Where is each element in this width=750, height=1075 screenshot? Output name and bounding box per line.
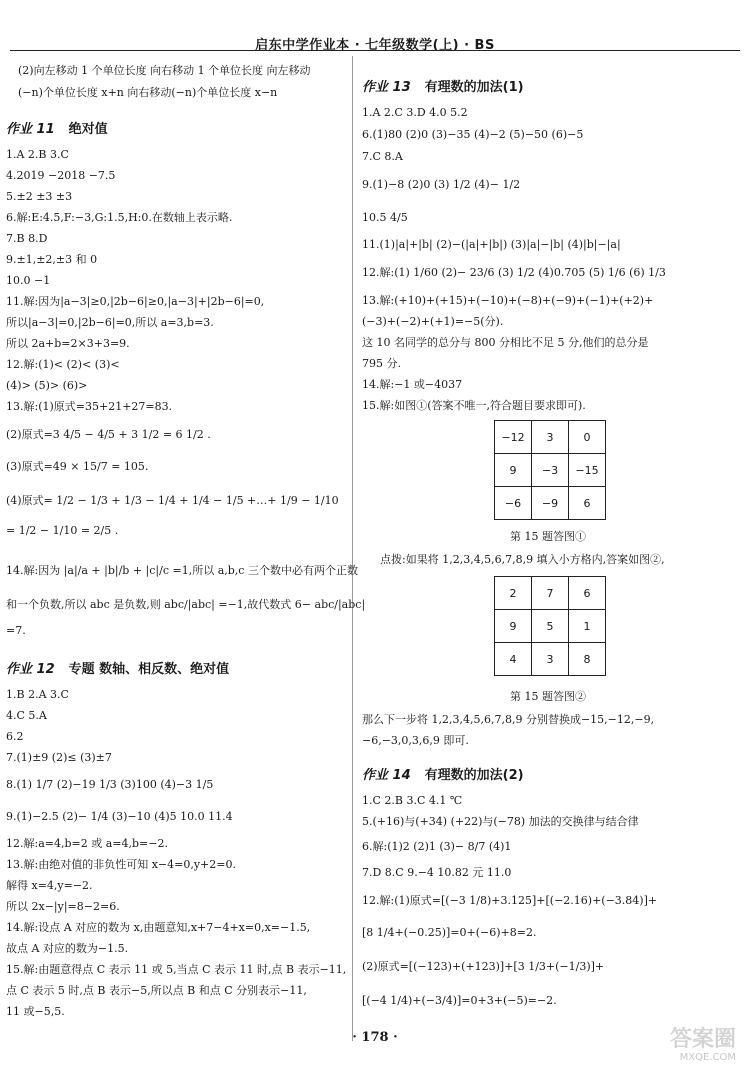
answer-line: 故点 A 对应的数为−1.5.	[6, 942, 129, 955]
answer-line: (2)原式=3 4/5 − 4/5 + 3 1/2 = 6 1/2 .	[6, 428, 211, 441]
answer-line: 15.解:如图①(答案不唯一,符合题目要求即可).	[362, 399, 586, 412]
answer-line: 5.(+16)与(+34) (+22)与(−78) 加法的交换律与结合律	[362, 815, 639, 828]
answer-line: =7.	[6, 624, 26, 637]
grid-row	[495, 610, 606, 643]
answer-line: 5.±2 ±3 ±3	[6, 190, 73, 203]
page-number: · 178 ·	[352, 1030, 398, 1045]
answer-line: 15.解:由题意得点 C 表示 11 或 5,当点 C 表示 11 时,点 B 表示−11,	[6, 963, 347, 976]
grid-row	[495, 421, 606, 454]
answer-line: 9.±1,±2,±3 和 0	[6, 253, 98, 266]
grid-cell: 5	[532, 610, 569, 643]
grid-cell: −12	[495, 421, 532, 454]
answer-line: 6.(1)80 (2)0 (3)−35 (4)−2 (5)−50 (6)−5	[362, 128, 584, 141]
answer-line: 和一个负数,所以 abc 是负数,则 abc/|abc| =−1,故代数式 6− abc/|abc|	[6, 598, 366, 611]
magic-square-1	[494, 420, 606, 520]
grid-cell: 1	[569, 610, 606, 643]
answer-line: 所以 2x−|y|=8−2=6.	[6, 900, 120, 913]
answer-line: 13.解:(+10)+(+15)+(−10)+(−8)+(−9)+(−1)+(+2)+	[362, 294, 654, 307]
section-label: 作业 12	[6, 662, 55, 677]
answer-line: 11 或−5,5.	[6, 1005, 65, 1018]
grid-cell: 6	[569, 577, 606, 610]
section-title: 有理数的加法(2)	[424, 768, 524, 783]
answer-line: 7.B 8.D	[6, 232, 48, 245]
answer-line: 6.2	[6, 730, 24, 743]
answer-line: 解得 x=4,y=−2.	[6, 879, 93, 892]
section-title: 绝对值	[68, 122, 108, 137]
answer-line: 7.D 8.C 9.−4 10.82 元 11.0	[362, 866, 512, 879]
answer-line: 所以|a−3|=0,|2b−6|=0,所以 a=3,b=3.	[6, 316, 214, 329]
answer-line: 12.解:(1)< (2)< (3)<	[6, 358, 120, 371]
answer-line: 11.(1)|a|+|b| (2)−(|a|+|b|) (3)|a|−|b| (4)|b|−|a|	[362, 238, 621, 251]
answer-line: (3)原式=49 × 15/7 = 105.	[6, 460, 149, 473]
answer-line: 点 C 表示 5 时,点 B 表示−5,所以点 B 和点 C 分别表示−11,	[6, 984, 307, 997]
section-heading-13	[362, 76, 524, 95]
grid-row	[495, 577, 606, 610]
hint-line: 点拨:如果将 1,2,3,4,5,6,7,8,9 填入小方格内,答案如图②,	[380, 553, 665, 566]
answer-line: 14.解:−1 或−4037	[362, 378, 463, 391]
figure-caption: 第 15 题答图①	[510, 530, 586, 543]
answer-line: 7.C 8.A	[362, 150, 403, 163]
answer-line: 1.A 2.B 3.C	[6, 148, 69, 161]
figure-caption: 第 15 题答图②	[510, 690, 586, 703]
answer-line: 10.5 4/5	[362, 211, 408, 224]
grid-cell: −6	[495, 487, 532, 520]
grid-cell: −3	[532, 454, 569, 487]
answer-line: [8 1/4+(−0.25)]=0+(−6)+8=2.	[362, 926, 537, 939]
grid-cell: 6	[569, 487, 606, 520]
answer-line: (4)> (5)> (6)>	[6, 379, 88, 392]
grid-cell: 2	[495, 577, 532, 610]
answer-line: (2)原式=[(−123)+(+123)]+[3 1/3+(−1/3)]+	[362, 960, 605, 973]
answer-line: [(−4 1/4)+(−3/4)]=0+3+(−5)=−2.	[362, 994, 557, 1007]
answer-line: 4.2019 −2018 −7.5	[6, 169, 116, 182]
grid-cell: −15	[569, 454, 606, 487]
answer-line: 1.A 2.C 3.D 4.0 5.2	[362, 106, 468, 119]
answer-line: 7.(1)±9 (2)≤ (3)±7	[6, 751, 112, 764]
answer-line: 14.解:设点 A 对应的数为 x,由题意知,x+7−4+x=0,x=−1.5,	[6, 921, 311, 934]
text-line: (2)向左移动 1 个单位长度 向右移动 1 个单位长度 向左移动	[18, 64, 311, 77]
section-label: 作业 11	[6, 122, 55, 137]
answer-line: (4)原式= 1/2 − 1/3 + 1/3 − 1/4 + 1/4 − 1/5 +…+ 1/9 − 1/10	[6, 494, 339, 507]
grid-cell: 3	[532, 421, 569, 454]
answer-line: 6.解:(1)2 (2)1 (3)− 8/7 (4)1	[362, 840, 512, 853]
answer-line: 12.解:a=4,b=2 或 a=4,b=−2.	[6, 837, 168, 850]
section-title: 有理数的加法(1)	[424, 80, 524, 95]
grid-row	[495, 487, 606, 520]
section-title: 专题 数轴、相反数、绝对值	[68, 662, 230, 677]
answer-line: 所以 2a+b=2×3+3=9.	[6, 337, 130, 350]
watermark-logo	[626, 1028, 736, 1070]
watermark-site: MXQE.COM	[679, 1052, 736, 1063]
section-heading-11	[6, 118, 108, 137]
section-label: 作业 13	[362, 80, 411, 95]
section-heading-14	[362, 764, 524, 783]
watermark-brand: 答案圈	[669, 1027, 736, 1052]
answer-line: 12.解:(1)原式=[(−3 1/8)+3.125]+[(−2.16)+(−3.84)]+	[362, 894, 658, 907]
answer-line: (−3)+(−2)+(+1)=−5(分).	[362, 315, 504, 328]
grid-row	[495, 454, 606, 487]
text-line: (−n)个单位长度 x+n 向右移动(−n)个单位长度 x−n	[18, 86, 278, 99]
answer-line: 1.C 2.B 3.C 4.1 ℃	[362, 794, 463, 807]
header-title: 启东中学作业本 · 七年级数学(上) · BS	[255, 38, 495, 53]
grid-cell: 4	[495, 643, 532, 676]
answer-line: 9.(1)−8 (2)0 (3) 1/2 (4)− 1/2	[362, 178, 521, 191]
header-rule	[10, 50, 740, 51]
grid-row	[495, 643, 606, 676]
answer-line: 8.(1) 1/7 (2)−19 1/3 (3)100 (4)−3 1/5	[6, 778, 214, 791]
answer-line: 11.解:因为|a−3|≥0,|2b−6|≥0,|a−3|+|2b−6|=0,	[6, 295, 265, 308]
grid-cell: 9	[495, 454, 532, 487]
answer-line: 9.(1)−2.5 (2)− 1/4 (3)−10 (4)5 10.0 11.4	[6, 810, 233, 823]
grid-cell: −9	[532, 487, 569, 520]
answer-line: 那么下一步将 1,2,3,4,5,6,7,8,9 分别替换成−15,−12,−9,	[362, 713, 655, 726]
grid-cell: 9	[495, 610, 532, 643]
answer-line: 这 10 名同学的总分与 800 分相比不足 5 分,他们的总分是	[362, 336, 649, 349]
column-divider	[352, 56, 353, 1041]
answer-line: 12.解:(1) 1/60 (2)− 23/6 (3) 1/2 (4)0.705 (5) 1/6 (6) 1/3	[362, 266, 666, 279]
answer-line: = 1/2 − 1/10 = 2/5 .	[6, 524, 119, 537]
magic-square-2	[494, 576, 606, 676]
answer-line: 14.解:因为 |a|/a + |b|/b + |c|/c =1,所以 a,b,c 三个数中必有两个正数	[6, 564, 358, 577]
answer-line: 13.解:(1)原式=35+21+27=83.	[6, 400, 173, 413]
answer-line: 795 分.	[362, 357, 401, 370]
grid-cell: 7	[532, 577, 569, 610]
answer-line: 13.解:由绝对值的非负性可知 x−4=0,y+2=0.	[6, 858, 236, 871]
grid-cell: 8	[569, 643, 606, 676]
answer-line: 4.C 5.A	[6, 709, 47, 722]
grid-cell: 3	[532, 643, 569, 676]
grid-cell: 0	[569, 421, 606, 454]
answer-line: 10.0 −1	[6, 274, 51, 287]
section-label: 作业 14	[362, 768, 411, 783]
answer-line: 1.B 2.A 3.C	[6, 688, 69, 701]
section-heading-12	[6, 658, 229, 677]
answer-line: 6.解:E:4.5,F:−3,G:1.5,H:0.在数轴上表示略.	[6, 211, 233, 224]
answer-line: −6,−3,0,3,6,9 即可.	[362, 734, 469, 747]
page-header	[0, 0, 750, 53]
